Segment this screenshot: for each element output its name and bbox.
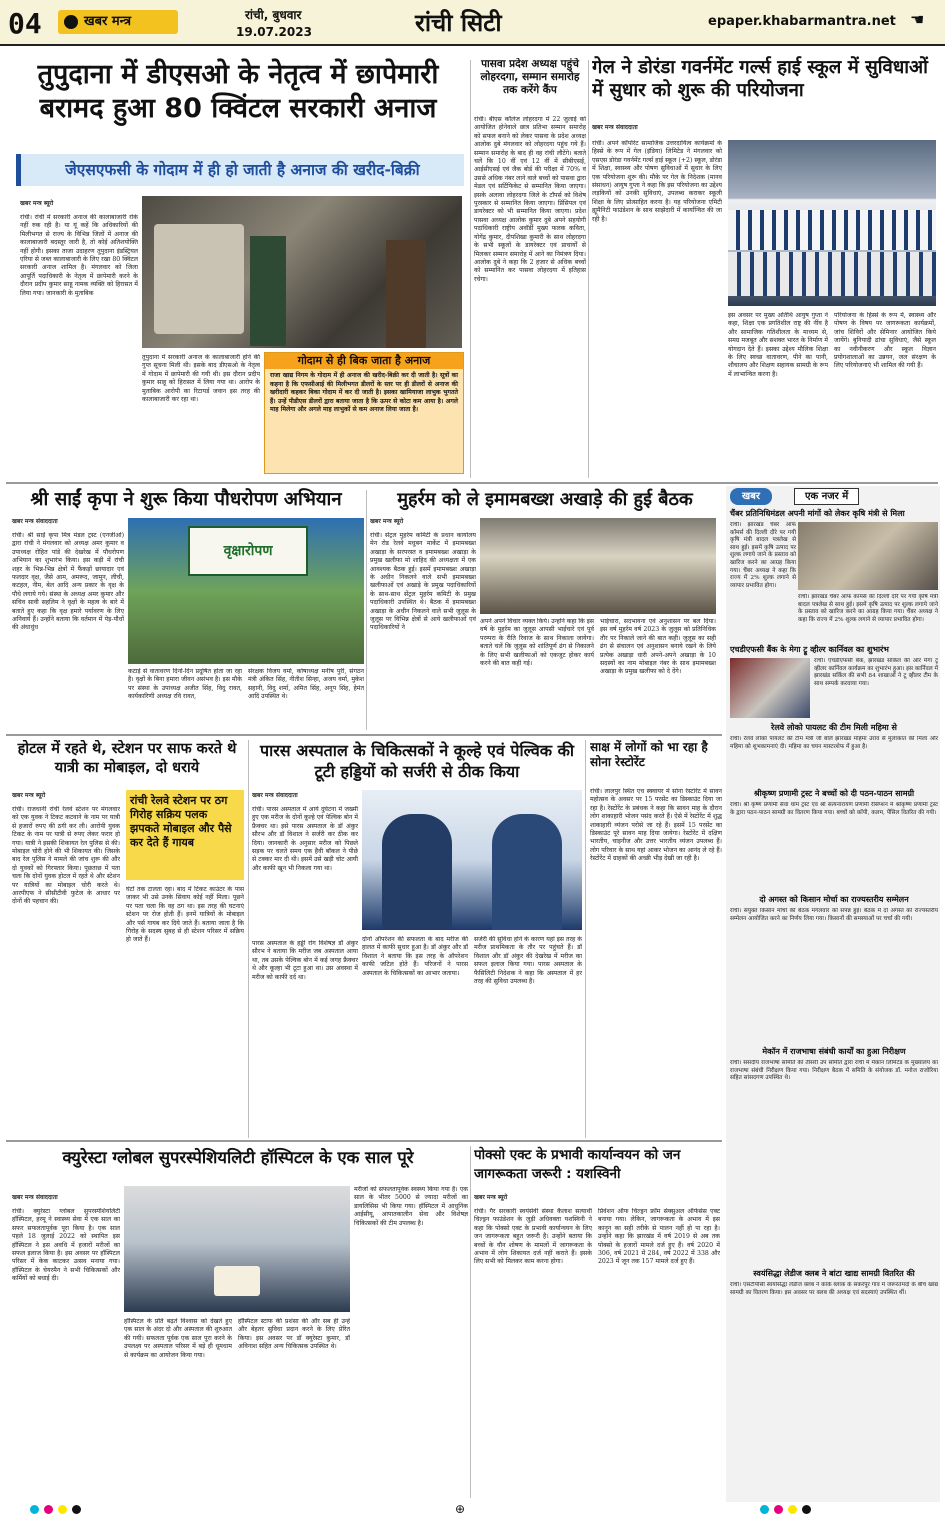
sidebar-ek-nazar: [726, 486, 940, 1502]
story-body-2: इस अवसर पर मुख्य अतिथि आयुष गुप्ता ने कहा, शिक्षा एक प्रगतिशील राष्ट्र की नींव है और सामाजिक गतिशीलता के माध्यम से, समग्र मजबूत और सशक्त भारत के निर्माण में योगदान देते हैं। इसका उद्देश्य मौलिक शिक्षा के लिए स्वच्छ वातावरण, पीने का पानी, शौचालय और शिक्षण सहायक सामग्री के रूप में लाभान्वित करना है।: [728, 312, 828, 378]
story-body: रांची। गैर सरकारी स्वयंसेवी संस्था कैलाश सत्यार्थी चिल्ड्रन फाउंडेशन के जुड़ी अधिवक्ता यशस्विनी ने कहा कि पोक्सो एक्ट के प्रभावी कार्यान्वयन के लिए जन जागरूकता बहुत जरूरी है। उन्होंने बताया कि बच्चों के यौन शोषण के मामलों में जागरूकता के अभाव में लोग शिकायत दर्ज नहीं कराते हैं। इसके लिए सभी को मिलकर काम करना होगा।: [474, 1208, 592, 1266]
story-byline: खबर मन्त्र संवाददाता: [12, 1194, 58, 1201]
story-hotel-mobile-thieves: [8, 740, 246, 1138]
story-headline: तुपुदाना में डीएसओ के नेतृत्व में छापेमारी बरामद हुआ 80 क्विंटल सरकारी अनाज: [37, 59, 439, 124]
story-byline: खबर मन्त्र ब्यूरो: [370, 518, 404, 525]
color-dot-black: [802, 1505, 811, 1514]
story-byline: खबर मन्त्र ब्यूरो: [474, 1194, 508, 1201]
story-body-4: मरीजों को सफलतापूर्वक स्वस्थ्य किया गया है। एक साल के भीतर 5000 से ज्यादा मरीजों का डायलिसिस भी किया गया। हॉस्पिटल में आधुनिक आईसीयू, आपातकालीन सेवा और विशेषज्ञ चिकित्सकों की टीम उपलब्ध है।: [354, 1186, 468, 1227]
story-caption-column: तुपुदाना में सरकारी अनाज के कालाबाजारी होने की गुप्त सूचना मिली थी। इसके बाद डीएसओ के नेतृत्व में गोदाम में छापेमारी की गयी थी। इस दौरान प्रदीप कुमार साहू को हिरासत में लिया गया था। आरोप के मुताबिक आरोपी का रिटायर्ड जवान इस तरह की कालाबाजारी कर रहा था।: [142, 354, 260, 404]
sidebar-headline-4: श्रीकृष्ण प्रणामी ट्रस्ट ने बच्चों को दी पठन-पाठन सामग्री: [753, 789, 915, 798]
story-pocso-awareness: [474, 1146, 722, 1498]
story-photo-meeting: [480, 518, 716, 614]
sidebar-headline-6: मेकॉन में राजभाषा संबंधी कार्यों का हुआ निरीक्षण: [762, 1047, 906, 1056]
story-body: रांची। बीएस कॉलेज लोहरदगा में 22 जुलाई को आयोजित होनेवाले छात्र प्रतिभा सम्मान समारोह को सफल बनाने को लेकर पासवा के प्रदेश अध्यक्ष आलोक दुबे मंगलवार को लोहरदगा पहुंच गये हैं। सम्मान समारोह के बाद ही वह रांची लौटेंगे। बताते चलें कि 10 वीं एवं 12 वीं में सीबीएसई, आईसीएसई एवं जैक बोर्ड की परीक्षा में 70% व उससे अधिक नंबर लाने वाले बच्चों को पासवा द्वारा मेडल एवं सर्टिफिकेट से सम्मानित किया जाएगा। इसके अलावा लोहरदगा जिले के टॉपर्स को विशेष पुरस्कार से सम्मानित किया जाएगा। प्रिंसिपल एवं डायरेक्टर को भी सम्मानित किया जाएगा। प्रदेश पासवा अध्यक्ष आलोक कुमार दुबे अपने सहयोगी पदाधिकारी राष्ट्रीय अवॉर्डी मुख्य फलक कविता, योगेंद्र कुमार, दीपशिखा कुमारी के साथ लोहरदगा के सभी स्कूलों के डायरेक्टर एवं प्राचार्यों से मिलकर सम्मान समारोह में आने का निमंत्रण दिया। आलोक दुबे ने कहा कि 2 हजार से अधिक बच्चों को सम्मानित कर पासवा लोहरदगा में इतिहास रचेगा।: [474, 116, 586, 283]
story-curesta-hospital: [8, 1146, 468, 1498]
story-body: रांची। राजधानी रांची रेलवे स्टेशन पर मंगलवार को एक युवक ने टिकट कटवाने के नाम पर यात्री से हजारों रुपए की ठगी कर ली। आरोपी युवक टिकट के नाम पर यात्री से रुपए लेकर फरार हो गया। यात्री ने इसकी शिकायत रेल पुलिस से की। मोबाइल चोरी होने की भी शिकायत की। जिसके बाद रेल पुलिस ने मामले की जांच शुरू की और दो युवकों को गिरफ्तार किया। पूछताछ में पता चला कि दोनों युवक होटल में रहते थे और स्टेशन पर यात्रियों का मोबाइल चोरी करते थे। आरपीएफ ने सीसीटीवी फुटेज के आधार पर दोनों की पहचान की।: [12, 806, 120, 906]
color-dot-magenta: [774, 1505, 783, 1514]
story-photo-school-group: [728, 140, 936, 306]
story-highlight-box: रांची रेलवे स्टेशन पर ठग गिरोह सक्रिय पलक झपकते मोबाइल और पैसे कर देते हैं गायब: [126, 790, 244, 880]
epaper-url[interactable]: epaper.khabarmantra.net: [708, 14, 896, 29]
story-byline: खबर मन्त्र ब्यूरो: [20, 200, 54, 207]
sidebar-headline-5: दो अगस्त को किसान मोर्चा का राज्यस्तरीय सम्मेलन: [759, 895, 909, 904]
story-body-2: कटाई से वातावरण दिनों-दिन प्रदूषित होता जा रहा है। वृक्षों के बिना हमारा जीवन असंभव है। इस मौके पर संस्था के उपाध्यक्ष अजीत सिंह, विदु रावत, कार्यकारिणी अध्यक्ष रवि रावत,: [128, 668, 242, 701]
story-body-3: संरक्षक विजय वर्मा, कोषाध्यक्ष मनीष पुरी, संगठन मंत्री अंकित सिंह, नीतीश सिन्हा, अजय वर्मा, मुकेश सहानी, विदु शर्मा, अमित सिंह, अनूप सिंह, हेमंत आदि उपस्थित थे।: [248, 668, 364, 701]
story-subhead: जेएसएफसी के गोदाम में ही हो जाती है अनाज की खरीद-बिक्री: [16, 154, 464, 186]
story-body-3: भाईचारा, सदभावना एवं अनुशासन पर बल दिया। इस वर्ष मुहर्रम वर्ष 2023 के जुलूस को प्रतिनिधिक तौर पर निकाले जाने की बात कही। जुलूस का सही ढंग से संचालन एवं अनुशासन बनाये रखने के लिये प्रत्येक अखाड़ा धारी अपने-अपने अखाड़ा के 10 सदस्यों का नाम मोबाइल नंबर के साथ इमामबख्श अखाड़ा के प्रमुख खलीफा को दे देंगे।: [600, 618, 716, 676]
info-box-title: गोदाम से ही बिक जाता है अनाज: [265, 353, 463, 369]
story-headline: होटल में रहते थे, स्टेशन पर साफ करते थे यात्री का मोबाइल, दो धराये: [17, 741, 237, 776]
story-headline: पासवा प्रदेश अध्यक्ष पहुंचे लोहरदगा, सम्मान समारोह तक करेंगे कैंप: [480, 58, 580, 96]
story-headline: मुहर्रम को ले इमामबख्श अखाड़े की हुई बैठक: [397, 489, 693, 510]
story-headline: पोक्सो एक्ट के प्रभावी कार्यान्वयन को जन जागरूकता जरूरी : यशस्विनी: [474, 1147, 681, 1182]
pointer-hand-icon: ☚: [910, 10, 925, 29]
story-tupudana-raid: [6, 54, 470, 478]
story-sona-restaurant: [590, 740, 722, 1138]
brand-name: खबर मन्त्र: [84, 14, 132, 29]
story-body-2: अपने अपने विचार व्यक्त किये। उन्होंने कहा कि इस वर्ष के मुहर्रम का जुलूस आपसी भाईचारे एवं पूर्व परम्परा के रीति रिवाज के साथ निकाला जायेगा। बताते चलें कि जुलूस को शांतिपूर्ण ढंग से निकालने के लिए सभी खलीफाओं को एकजुट होकर कार्य करने की बात कही गई।: [480, 618, 594, 668]
footer-registration-marks: [0, 1502, 945, 1517]
story-body: रांची। पारस अस्पताल में आये दुर्घटना में जख्मी हुए एक मरीज के दोनों कूल्हे एवं पेल्विक बोन में फ्रैक्चर था। इसे पारस अस्पताल के डॉ अंकुर सौरभ और डॉ विशाल ने सर्जरी कर ठीक कर दिया। जानकारी के अनुसार मरीज को पिछले सड़क पर चलते समय एक हैवी बॉकल ने पीछे से टक्कर मार दी थी। इसमें उसे खड़ी चोट आयी और काफी खून भी निकला गया था।: [252, 806, 358, 872]
sidebar-headline-2: एचडीएफसी बैंक के मेगा ट्रू व्हील्‍र कार्निवल का शुभारंभ: [730, 645, 889, 654]
sidebar-badge-nazar: एक नजर में: [794, 488, 859, 505]
masthead-city: रांची, बुधवार: [245, 8, 302, 22]
color-dot-cyan: [30, 1505, 39, 1514]
story-byline: खबर मन्त्र संवाददाता: [252, 792, 298, 799]
story-photo-plantation: [128, 518, 364, 664]
story-body: रांची। श्री साईं कृपा मित्र मंडल ट्रस्ट (एनजीओ) द्वारा रांची ने मंगलवार को अध्यक्ष अमर कुमार व उपाध्यक्ष रोहित पांडे की देखरेख में पौधरोपण अभियान का शुभारंभ किया। इस कड़ी में रांची शहर के भिन्न-भिन्न क्षेत्रों में फैंकड़ों छायादार एवं फलदार वृक्ष, जैसे आम, अमरूद, जामुन, लीची, कटहल, नीम, बेल आदि अन्य प्रकार के वृक्ष के पौधे लगाये गये। संस्था के अध्यक्ष अमर कुमार और सचिव सावी सहलिम ने वृक्षों के महत्व के बारे में बताते हुए कहा कि वृक्ष हमारे पर्यावरण के लिए अनिवार्य हैं। उन्होंने बताया कि वर्तमान में पेड़-पौधों की अंधाधुंध: [12, 532, 124, 632]
story-headline: गेल ने डोरंडा गवर्नमेंट गर्ल्स हाई स्कूल में सुविधाओं में सुधार को शुरू की परियोजना: [592, 57, 928, 101]
story-body: रांची। सेंट्रल मुहर्रम कमिटी के प्रधान कार्यालय मेन रोड रेलवे मधुबन मार्केट में इमामबख्श अखाड़ा के सरपरस्त व इमामबख्श अखाड़ा के प्रमुख खलीफा मो शाहिद की अध्यक्षता में एक आवश्यक बैठक हुई। इसमें इमामबख्श अखाड़ा के अधीन निकलने वाले सभी इमामबख्श खलीफाओं एवं अखाड़े के प्रमुख पदाधिकारियों के साथ-साथ सेंट्रल मुहर्रम कमिटी के प्रमुख पदाधिकारी उपस्थित थे। बैठक में इमामबख्श अखाड़ा के अधीन निकलने वाले सभी जुलूस के जुलूस पर विभिन्न क्षेत्रों से आये खलीफाओं एवं पदाधिकारियों ने: [370, 532, 476, 632]
story-body-2: हॉस्पिटल के प्रति बढ़ते विश्वास को देखते हुए एक साल के अंदर दो और अस्पताल की शुरुआत की गयी। सफलता पूर्वक एक साल पूरा करने के उपलक्ष्य पर अस्पताल परिसर में बड़े ही धूमधाम से कार्यक्रम का आयोजन किया गया।: [124, 1318, 232, 1359]
sidebar-headline-1: चैंबर प्रतिनिधिमंडल अपनी मांगों को लेकर कृषि मंत्री से मिला: [730, 509, 905, 518]
sidebar-header: [726, 486, 940, 506]
story-body: रांची। लालपुर स्थित एच स्क्वायर में सोना रेस्टोरेंट में सावन महोत्सव के अवसर पर 15 परसेंट का डिस्काउंट दिया जा रहा है। रेस्टोरेंट के प्रबंधक ने कहा कि सावन माह के दौरान लोग शाकाहारी भोजन पसंद करते हैं। ऐसे में रेस्टोरेंट में शुद्ध शाकाहारी व्यंजन परोसे जा रहे हैं। इसमें 15 परसेंट का डिस्काउंट पूरे सावन माह दिया जायेगा। रेस्टोरेंट में दक्षिण भारतीय, चाइनीज और उत्तर भारतीय व्यंजन उपलब्ध हैं। लोग परिवार के साथ यहां आकर भोजन का आनंद ले रहे हैं। रेस्टोरेंट में ग्राहकों की अच्छी भीड़ देखी जा रही है।: [590, 788, 722, 863]
story-body: रांची। रांची में सरकारी अनाज की कालाबाजारी रोके नहीं रुक रही है। या यूं कहें कि अधिकारियों की मिलीभगत से राज्य के विभिन्न जिलों में अनाज की कालाबाजारी बदस्तूर जारी है, तो कोई अतिशयोक्ति नहीं होगी। इसका ताजा उदाहरण तुपुदाना इंडस्ट्रियल एरिया से जब्त कालाबाजारी के लिए रखा 80 क्विंटल सरकारी अनाज शामिल है। मंगलवार को जिला आपूर्ति पदाधिकारी के नेतृत्व में छापेमारी करने के दौरान प्रदीप कुमार साहू नामक व्यक्ति को हिरासत में लिया गया। जानकारी के मुताबिक: [20, 214, 138, 297]
story-body-2: प्रिवेंशन ऑफ चिल्ड्रन फ्रॉम सेक्सुअल ऑफेंसेस एक्ट बनाया गया। लेकिन, जागरूकता के अभाव में इस कानून का सही तरीके से पालन नहीं हो पा रहा है। उन्होंने कहा कि झारखंड में वर्ष 2019 से अब तक पोक्सो के हजारों मामले दर्ज हुए हैं। वर्ष 2020 में 306, वर्ष 2021 में 284, वर्ष 2022 में 338 और 2023 में जून तक 157 मामले दर्ज हुए हैं।: [598, 1208, 720, 1266]
story-headline: क्युरेस्टा ग्लोबल सुपरस्पेशियलिटी हॉस्पिटल के एक साल पूरे: [62, 1148, 414, 1167]
page-number: 04: [8, 7, 42, 40]
story-paras-hospital: [252, 740, 582, 1138]
story-body: रांची। अपने कॉर्पोरेट सामाजिक उत्तरदायित्व कार्यक्रमों के हिस्से के रूप में गेल (इंडिया) लिमिटेड ने मंगलवार को एसएस डोरंडा गवर्नमेंट गर्ल्स हाई स्कूल (+2) स्कूल, डोरंडा में शिक्षा, स्वास्थ्य और पोषण सुविधाओं में सुधार के लिए एक परियोजना शुरू की। मौके पर गेल के निदेशक (मानव संसाधन) आयुष गुप्ता ने कहा कि इस परियोजना का उद्देश्य लड़कियों को उनकी सुविधाएं, उपलब्ध कराकर स्कूली शिक्षा के लिए प्रोत्साहित करना है। यह परियोजना एमिटी ह्यूमैनिटी फाउंडेशन के साथ साझेदारी में कार्यान्वित की जा रही है।: [592, 140, 722, 223]
color-dot-black: [72, 1505, 81, 1514]
sidebar-badge-khabar: खबर: [730, 488, 772, 505]
story-sai-kripa-plantation: [8, 488, 364, 730]
sidebar-headline-7: स्वयंसिद्धा लेडीज क्लब ने बांटा खाद्य सामग्री वितरित की: [753, 1269, 915, 1278]
sidebar-photo-1: [798, 522, 938, 590]
info-box-body: राजा खाद्य निगम के गोदाम में ही अनाज की खरीद-बिक्री कर दी जाती है। सूत्रों का कहना है कि एफसीआई की मिलीभगत डीलरों के स्तर पर ही डीलरों से अनाज की खरीदारी कहकर बिका गोदाम में कर दी जाती है। इसका खामियाजा लाभुक भुगतते हैं। उन्हें पीडीएस डीलरों द्वारा बताया जाता है कि ऊपर से कोटा कम आया है। अगले माह मिलेगा और अगले माह लाभुकों से कम अनाज लिया जाता है।: [270, 372, 458, 414]
color-dot-magenta: [44, 1505, 53, 1514]
banner-text: वृक्षारोपण: [223, 543, 273, 559]
color-dot-yellow: [58, 1505, 67, 1514]
sidebar-body-5: रांची। संयुक्त किसान मोर्चा की बैठक मंगलवार को संपन्न हुई। बैठक में दो अगस्त को राज्यस्तरीय सम्मेलन आयोजित करने का निर्णय लिया गया। किसानों की समस्याओं पर चर्चा की गयी।: [730, 908, 938, 922]
sidebar-photo-2: [730, 658, 810, 718]
crosshair-icon: ⊕: [455, 1502, 466, 1516]
story-body-2: घंटों तक टालता रहा। बाद में टिकट काउंटर के पास जाकर भी उसे उनके सिवाय कोई नहीं मिला। पूछने पर पता चला कि वह ठग था। इस तरह की घटनाएं स्टेशन पर रोज होती हैं। इनमें यात्रियों के मोबाइल और पर्स गायब कर दिये जाते हैं। बताया जाता है कि गिरोह के सदस्य सुबह से ही स्टेशन परिसर में सक्रिय हो जाते हैं।: [126, 886, 244, 944]
story-body: रांची। क्युरेस्टा ग्लोबल सुपरस्पेशियलिटी हॉस्पिटल, हरमू ने स्वास्थ्य सेवा में एक साल का सफर सफलतापूर्वक पूरा किया है। एक साल पहले 18 जुलाई 2022 को स्थापित इस हॉस्पिटल ने इस अवधि में हजारों मरीजों का सफल इलाज किया है। इस अवसर पर हॉस्पिटल परिसर में केक काटकर उत्सव मनाया गया। हॉस्पिटल के चेयरमैन ने सभी चिकित्सकों और कर्मियों को बधाई दी।: [12, 1208, 120, 1283]
sidebar-body-2: रांची। एचडीएफसी बैंक, झारखंड सर्किल की ओर मेगा टू व्हीलर कार्निवल कार्यक्रम का शुभारंभ हुआ। इस कार्निवल में झारखंड सर्किल की सभी 84 शाखाओं ने टू व्हीलर टीम के साथ सम्पर्क करवाया गया।: [814, 658, 938, 687]
story-body-3: परियोजना के हिस्से के रूप में, स्वास्थ्य और पोषण के विषय पर जागरूकता कार्यक्रमों, जांच शिविरों और सेमिनार आयोजित किये जायेंगे। बुनियादी ढांचा सुविधाएं, जैसे स्कूल का नवीनीकरण और स्कूल विज्ञान प्रयोगशालाओं का उन्नयन, जल संरक्षण के लिए परियोजनाएं भी शामिल की गयी हैं।: [834, 312, 936, 370]
sidebar-body-4: रांची। श्री कृष्ण प्रणामी सेवा धाम ट्रस्ट एवं श्री सत्यनारायण प्रणामी रीसेप्शन में श्रीकृष्ण प्रणामी ट्रस्ट के द्वारा पठन-पाठन सामग्री का वितरण किया गया। बच्चों को कॉपी, कलम, पेंसिल वितरित की गयी।: [730, 802, 938, 816]
story-gail-school: [592, 56, 938, 478]
story-headline: पारस अस्पताल के चिकित्सकों ने कूल्हे एवं पेल्विक की टूटी हड्डियों को सर्जरी से ठीक किया: [259, 741, 575, 781]
story-photo-cake: [124, 1186, 350, 1312]
story-photo-godown: [142, 196, 462, 348]
color-dot-cyan: [760, 1505, 769, 1514]
masthead-date: 19.07.2023: [236, 25, 312, 39]
story-body-2: पारस अस्पताल के हड्डी रोग विशेषज्ञ डॉ अंकुर सौरभ ने बताया कि मरीज जब अस्पताल आया था, तब उसके पेल्विक बोन में कई जगह फ्रैक्चर थे और कूल्हा भी टूटा हुआ था। उस अवस्था में मरीज को काफी दर्द था।: [252, 940, 358, 981]
plantation-banner: [188, 526, 308, 576]
info-box: [264, 352, 464, 474]
story-byline: खबर मन्त्र ब्यूरो: [12, 792, 46, 799]
story-muharram-meeting: [370, 488, 720, 730]
story-body-3: हॉस्पिटल स्टाफ की प्रशंसा की और सब ही उन्हें और बेहतर सुविधा प्रदान करने के लिए प्रेरित किया। इस अवसर पर डॉ क्युरेस्टा कुमार, डॉ अविनाश सहित अन्य चिकित्सक उपस्थित थे।: [238, 1318, 350, 1351]
story-byline: खबर मन्त्र संवाददाता: [12, 518, 58, 525]
story-photo-doctors: [362, 790, 582, 930]
brand-circle-icon: [64, 15, 78, 29]
sidebar-body-1b: रांची। झारखंड चैंबर ऑफ कॉमर्स की दिल्ली दौरे पर गयी कृषि मंत्री बादल पत्रलेख से साथ हुई। इसमें कृषि उत्पाद पर शुल्क लगाये जाने के प्रस्ताव को खारिज करने का आग्रह किया गया। चैंबर अध्यक्ष ने कहा कि राज्य में 2% शुल्क लगाने से व्यापार प्रभावित होगा।: [798, 594, 938, 623]
section-title: रांची सिटी: [415, 9, 502, 37]
story-body-3: दोनों ऑपरेशन की सफलता के बाद मरीज की हालत में काफी सुधार हुआ है। डॉ अंकुर और डॉ विशाल ने बताया कि इस तरह के ऑपरेशन काफी जटिल होते हैं। परिजनों ने पारस अस्पताल के चिकित्सकों का आभार जताया।: [362, 936, 468, 977]
sidebar-body-7: रांची। एसटीपीसी स्वयंसिद्धा लेडीज क्लब ने कांके ब्लॉक के सकरपुर गांव में जरूरतमंदों के बीच खाद्य सामग्री का वितरण किया। इस अवसर पर क्लब की अध्यक्ष एवं सदस्याएं उपस्थित थीं।: [730, 1282, 938, 1296]
story-paswa-lohardaga: [474, 58, 586, 478]
story-headline: साक्ष में लोगों को भा रहा है सोना रेस्टोरेंट: [590, 740, 708, 769]
story-headline: श्री साईं कृपा ने शुरू किया पौधरोपण अभियान: [30, 489, 342, 510]
masthead: [0, 0, 945, 46]
sidebar-headline-3: रेलवे लोको पायलट की टीम मिली महिमा से: [771, 723, 897, 732]
sidebar-body-1: रांची। झारखंड चैंबर ऑफ कॉमर्स की दिल्ली दौरे पर गयी कृषि मंत्री बादल पत्रलेख से साथ हुई। इसमें कृषि उत्पाद पर शुल्क लगाये जाने के प्रस्ताव को खारिज करने का आग्रह किया गया। चैंबर अध्यक्ष ने कहा कि राज्य में 2% शुल्क लगाने से व्यापार प्रभावित होगा।: [730, 522, 796, 589]
sidebar-body-3: रांची। रेलवे लोको पायलट की टीम मंत्री जी बोले झारखंड महिमा उरांव से मुलाकात की मिला और महिमा को शुभकामनाएं दी। महिमा का चयन मास्टरशेफ में हुआ है।: [730, 736, 938, 750]
color-dot-yellow: [788, 1505, 797, 1514]
story-byline: खबर मन्त्र संवाददाता: [592, 124, 638, 131]
brand-logo: [58, 10, 178, 34]
story-body-4: सर्जरी की सुविधा होने के कारण यहां इस तरह के मरीज प्राथमिकता के तौर पर पहुंचते हैं। डॉ विशाल और डॉ अंकुर की देखरेख में मरीज का सफल इलाज किया गया। पारस अस्पताल के फैसिलिटी निदेशक ने कहा कि अस्पताल में हर तरह की सुविधा उपलब्ध है।: [474, 936, 582, 986]
sidebar-body-6: रांची। संसदीय राजभाषा समिति की तीसरी उप समिति द्वारा रांची में मेकॉन लिमिटेड के मुख्यालय का राजभाषा संबंधी निरीक्षण किया गया। निरीक्षण बैठक में समिति के संयोजक डॉ. मनोज राजोरिया सहित सांसदगण उपस्थित थे।: [730, 1060, 938, 1082]
